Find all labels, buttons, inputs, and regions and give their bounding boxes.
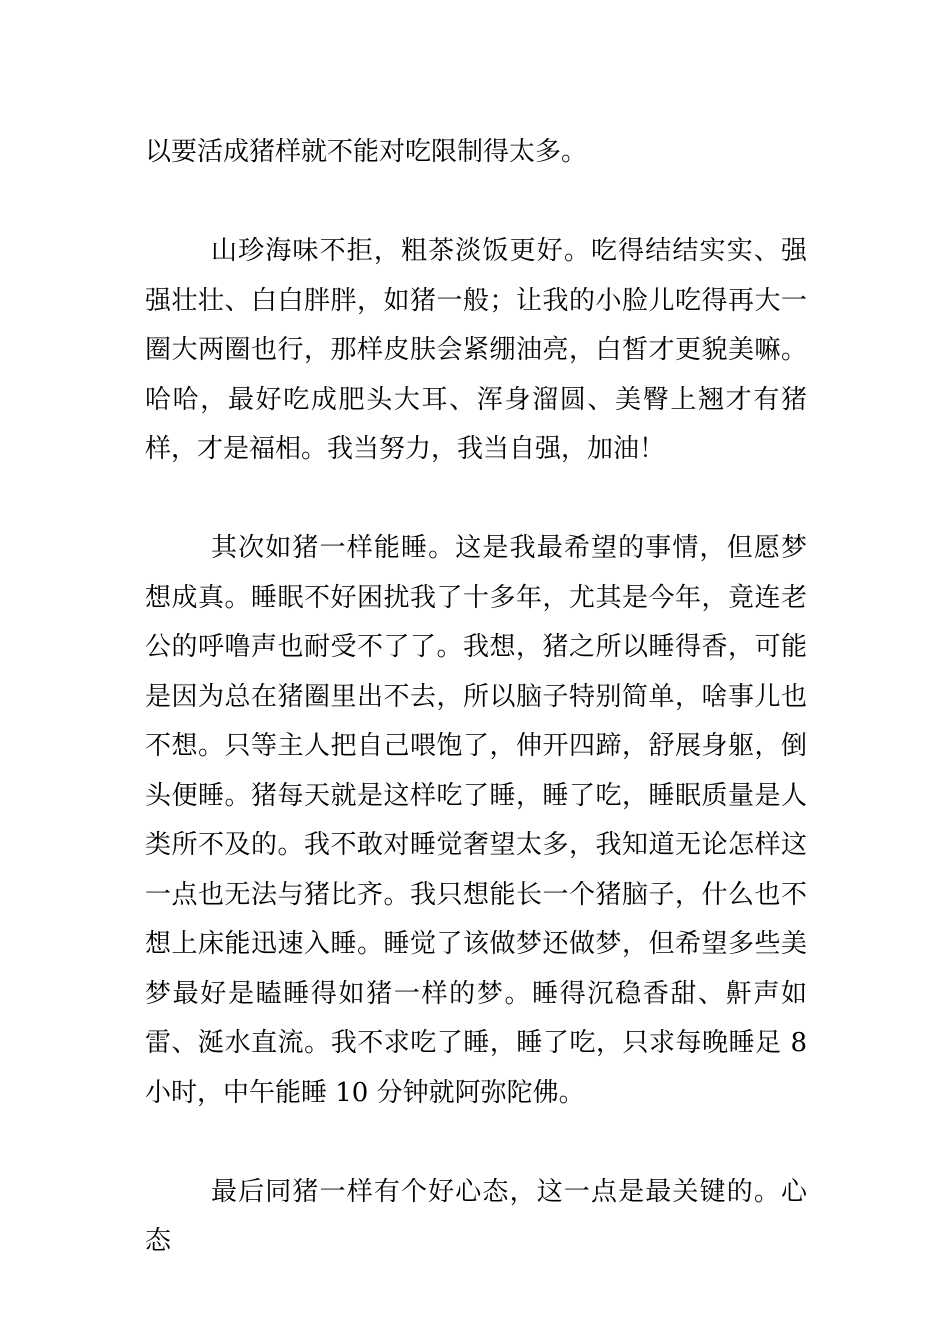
- paragraph-spacer: [145, 475, 807, 525]
- paragraph-continued: 以要活成猪样就不能对吃限制得太多。: [145, 137, 588, 167]
- paragraph-spacer: [145, 1118, 807, 1168]
- paragraph-sleeping: 其次如猪一样能睡。这是我最希望的事情，但愿梦想成真。睡眠不好困扰我了十多年，尤其是今年，竟连老公的呼噜声也耐受不了了。我想，猪之所以睡得香，可能是因为总在猪圈里出不去，所以脑子特别简单，啥事儿也不想。只等主人把自己喂饱了，伸开四蹄，舒展身躯，倒头便睡。猪每天就是这样吃了睡，睡了吃，睡眠质量是人类所不及的。我不敢对睡觉奢望太多，我知道无论怎样这一点也无法与猪比齐。我只想能长一个猪脑子，什么也不想上床能迅速入睡。睡觉了该做梦还做梦，但希望多些美梦最好是瞌睡得如猪一样的梦。睡得沉稳香甜、鼾声如雷、涎水直流。我不求吃了睡，睡了吃，只求每晚睡足 8 小时，中午能睡 10 分钟就阿弥陀佛。: [145, 533, 807, 1108]
- paragraph-eating: 山珍海味不拒，粗茶淡饭更好。吃得结结实实、强强壮壮、白白胖胖，如猪一般；让我的小脸儿吃得再大一圈大两圈也行，那样皮肤会紧绷油亮，白皙才更貌美嘛。哈哈，最好吃成肥头大耳、浑身溜圆、美臀上翘才有猪样，才是福相。我当努力，我当自强，加油！: [145, 236, 807, 464]
- paragraph-spacer: [145, 178, 807, 228]
- paragraph-mindset: 最后同猪一样有个好心态，这一点是最关键的。心态: [145, 1176, 807, 1256]
- document-body: [145, 128, 807, 1267]
